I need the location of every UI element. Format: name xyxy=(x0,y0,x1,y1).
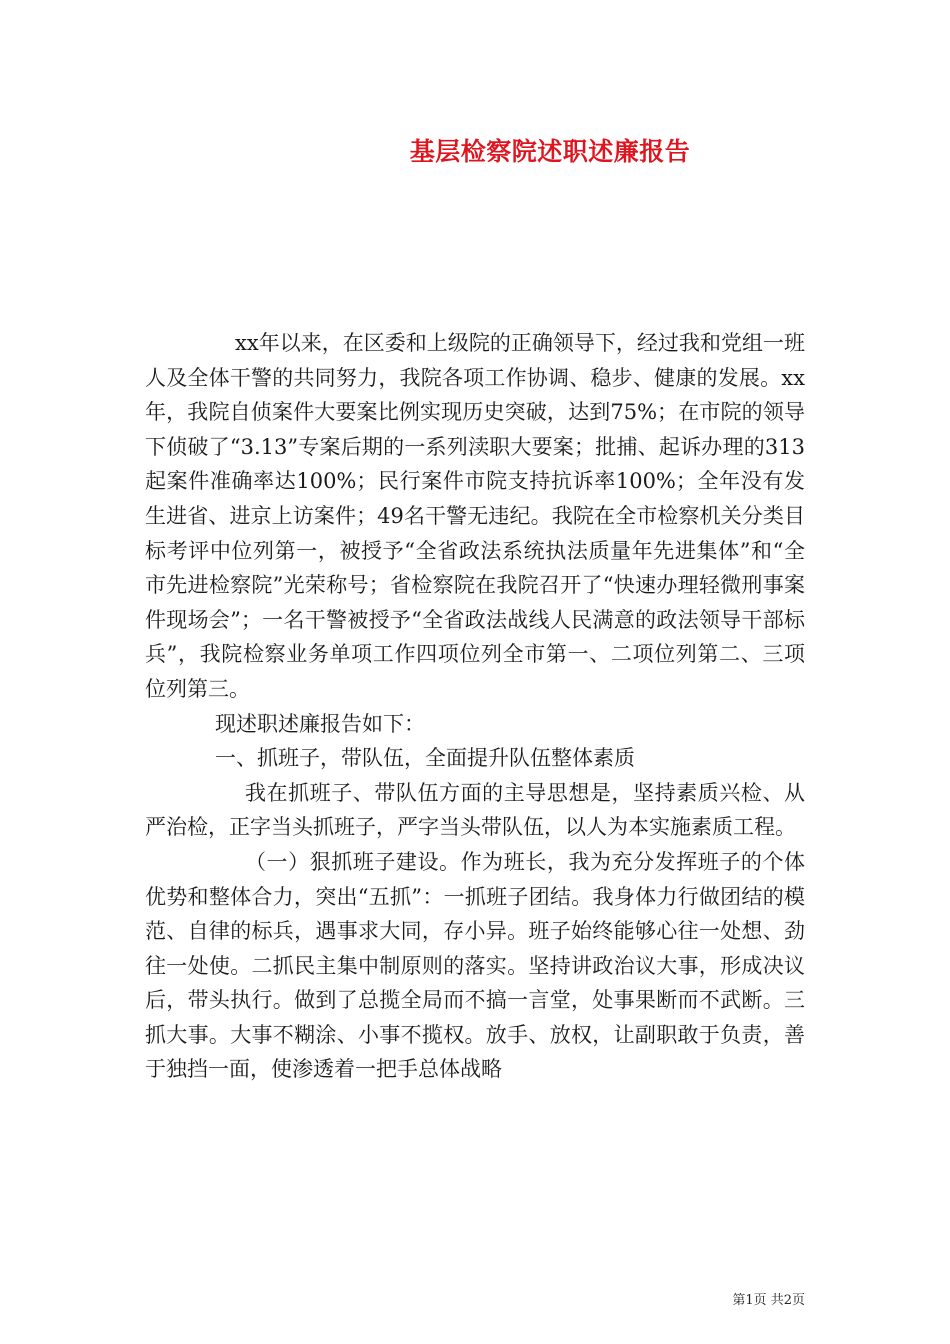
paragraph-intro: xx年以来，在区委和上级院的正确领导下，经过我和党组一班人及全体干警的共同努力，我院各项工作协调、稳步、健康的发展。xx年，我院自侦案件大要案比例实现历史突破，达到75%；在市院的领导下侦破了“3.13”专案后期的一系列渎职大要案；批捕、起诉办理的313起案件准确率达100%；民行案件市院支持抗诉率100%；全年没有发生进省、进京上访案件；49名干警无违纪。我院在全市检察机关分类目标考评中位列第一，被授予“全省政法系统执法质量年先进集体”和“全市先进检察院”光荣称号；省检察院在我院召开了“快速办理轻微刑事案件现场会”；一名干警被授予“全省政法战线人民满意的政法领导干部标兵”，我院检察业务单项工作四项位列全市第一、二项位列第二、三项位列第三。 xyxy=(145,331,805,701)
document-title xyxy=(0,132,950,168)
paragraph-team-building: （一）狠抓班子建设。作为班长，我为充分发挥班子的个体优势和整体合力，突出“五抓”：一抓班子团结。我身体力行做团结的模范、自律的标兵，遇事求大同，存小异。班子始终能够心往一处想、劲往一处使。二抓民主集中制原则的落实。坚持讲政治议大事，形成决议后，带头执行。做到了总揽全局而不搞一言堂，处事果断而不武断。三抓大事。大事不糊涂、小事不揽权。放手、放权，让副职敢于负责，善于独挡一面，使渗透着一把手总体战略 xyxy=(145,849,805,1082)
page-number: 第1页 共2页 xyxy=(732,1293,805,1308)
document-title-text: 基层检察院述职述廉报告 xyxy=(409,137,691,166)
paragraph-guiding-idea: 我在抓班子、带队伍方面的主导思想是，坚持素质兴检、从严治检，正字当头抓班子，严字当头带队伍，以人为本实施素质工程。 xyxy=(145,780,805,840)
document-body xyxy=(145,326,805,1087)
section-heading-1: 一、抓班子，带队伍，全面提升队伍整体素质 xyxy=(215,746,635,771)
paragraph-report-lead: 现述职述廉报告如下： xyxy=(215,711,425,736)
